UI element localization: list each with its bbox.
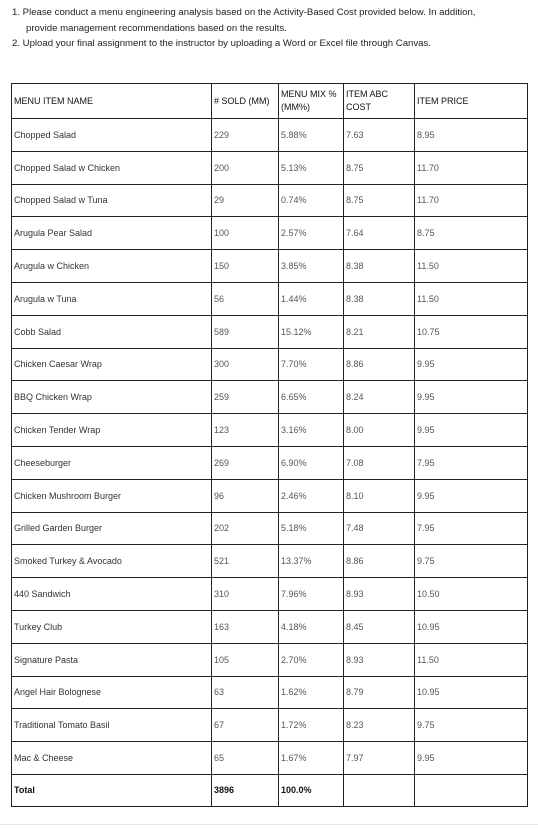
cell-item-abc-cost: 8.21 bbox=[344, 315, 415, 348]
cell-item-price: 9.95 bbox=[415, 381, 528, 414]
page-divider bbox=[0, 824, 538, 825]
cell-menu-item-name: Signature Pasta bbox=[12, 643, 212, 676]
cell-menu-mix: 1.72% bbox=[279, 709, 344, 742]
cell-item-abc-cost: 7.97 bbox=[344, 742, 415, 775]
cell-item-price: 9.95 bbox=[415, 348, 528, 381]
cell-menu-mix: 4.18% bbox=[279, 610, 344, 643]
cell-sold: 100 bbox=[212, 217, 279, 250]
table-row bbox=[12, 250, 528, 283]
cell-item-abc-cost: 8.79 bbox=[344, 676, 415, 709]
table-row bbox=[12, 709, 528, 742]
header-item-abc-cost: ITEM ABC COST bbox=[344, 84, 415, 119]
cell-menu-mix: 5.13% bbox=[279, 151, 344, 184]
cell-sold: 163 bbox=[212, 610, 279, 643]
cell-item-price: 10.75 bbox=[415, 315, 528, 348]
table-row bbox=[12, 742, 528, 775]
cell-item-price: 11.70 bbox=[415, 151, 528, 184]
cell-item-price: 10.95 bbox=[415, 610, 528, 643]
cell-menu-item-name: BBQ Chicken Wrap bbox=[12, 381, 212, 414]
table-row bbox=[12, 119, 528, 152]
cell-item-abc-cost: 8.86 bbox=[344, 545, 415, 578]
total-sold: 3896 bbox=[212, 774, 279, 806]
cell-item-price: 7.95 bbox=[415, 446, 528, 479]
cell-menu-mix: 6.90% bbox=[279, 446, 344, 479]
cell-menu-item-name: Mac & Cheese bbox=[12, 742, 212, 775]
table-row bbox=[12, 348, 528, 381]
table-row bbox=[12, 217, 528, 250]
cell-sold: 105 bbox=[212, 643, 279, 676]
table-row bbox=[12, 151, 528, 184]
cell-item-abc-cost: 8.75 bbox=[344, 151, 415, 184]
cell-menu-item-name: Chicken Mushroom Burger bbox=[12, 479, 212, 512]
cell-menu-item-name: Traditional Tomato Basil bbox=[12, 709, 212, 742]
cell-menu-mix: 2.46% bbox=[279, 479, 344, 512]
table-row bbox=[12, 381, 528, 414]
cell-menu-item-name: Chicken Tender Wrap bbox=[12, 414, 212, 447]
table-row bbox=[12, 512, 528, 545]
cell-item-abc-cost: 8.23 bbox=[344, 709, 415, 742]
cell-item-abc-cost: 8.38 bbox=[344, 250, 415, 283]
table-row bbox=[12, 315, 528, 348]
table-row bbox=[12, 643, 528, 676]
cell-menu-mix: 3.16% bbox=[279, 414, 344, 447]
cell-menu-item-name: Cobb Salad bbox=[12, 315, 212, 348]
cell-menu-item-name: Chicken Caesar Wrap bbox=[12, 348, 212, 381]
cell-menu-mix: 1.44% bbox=[279, 282, 344, 315]
header-menu-item-name: MENU ITEM NAME bbox=[12, 84, 212, 119]
cell-item-abc-cost: 8.24 bbox=[344, 381, 415, 414]
cell-sold: 123 bbox=[212, 414, 279, 447]
total-menu-item-name: Total bbox=[12, 774, 212, 806]
cell-menu-mix: 15.12% bbox=[279, 315, 344, 348]
table-row bbox=[12, 545, 528, 578]
cell-menu-item-name: Arugula w Chicken bbox=[12, 250, 212, 283]
cell-item-abc-cost: 8.86 bbox=[344, 348, 415, 381]
cell-item-price: 8.75 bbox=[415, 217, 528, 250]
cell-menu-item-name: 440 Sandwich bbox=[12, 578, 212, 611]
cell-item-price: 7.95 bbox=[415, 512, 528, 545]
cell-item-price: 9.95 bbox=[415, 414, 528, 447]
header-sold: # SOLD (MM) bbox=[212, 84, 279, 119]
cell-menu-mix: 1.67% bbox=[279, 742, 344, 775]
cell-menu-mix: 7.70% bbox=[279, 348, 344, 381]
cell-item-abc-cost: 8.93 bbox=[344, 578, 415, 611]
table-row bbox=[12, 282, 528, 315]
cell-sold: 96 bbox=[212, 479, 279, 512]
header-menu-mix: MENU MIX % (MM%) bbox=[279, 84, 344, 119]
instruction-1: 1. Please conduct a menu engineering analysis based on the Activity-Based Cost provided below. In addition, bbox=[12, 7, 476, 18]
instruction-1-continued: provide management recommendations based on the results. bbox=[26, 22, 287, 34]
cell-item-price: 11.50 bbox=[415, 250, 528, 283]
cell-sold: 310 bbox=[212, 578, 279, 611]
cell-sold: 229 bbox=[212, 119, 279, 152]
cell-item-price: 10.50 bbox=[415, 578, 528, 611]
cell-item-abc-cost: 8.00 bbox=[344, 414, 415, 447]
cell-menu-mix: 5.18% bbox=[279, 512, 344, 545]
table-row bbox=[12, 578, 528, 611]
cell-menu-item-name: Cheeseburger bbox=[12, 446, 212, 479]
total-item-price bbox=[415, 774, 528, 806]
cell-sold: 56 bbox=[212, 282, 279, 315]
total-row bbox=[12, 774, 528, 806]
header-row bbox=[12, 84, 528, 119]
cell-sold: 200 bbox=[212, 151, 279, 184]
table-row bbox=[12, 184, 528, 217]
cell-item-price: 9.75 bbox=[415, 709, 528, 742]
cell-menu-item-name: Chopped Salad bbox=[12, 119, 212, 152]
cell-menu-item-name: Chopped Salad w Tuna bbox=[12, 184, 212, 217]
cell-sold: 63 bbox=[212, 676, 279, 709]
table-row bbox=[12, 479, 528, 512]
cell-item-price: 8.95 bbox=[415, 119, 528, 152]
cell-item-abc-cost: 8.45 bbox=[344, 610, 415, 643]
cell-item-abc-cost: 8.38 bbox=[344, 282, 415, 315]
total-item-abc-cost bbox=[344, 774, 415, 806]
cell-item-price: 11.50 bbox=[415, 643, 528, 676]
cell-menu-item-name: Arugula w Tuna bbox=[12, 282, 212, 315]
cell-sold: 202 bbox=[212, 512, 279, 545]
cell-menu-item-name: Angel Hair Bolognese bbox=[12, 676, 212, 709]
cell-item-abc-cost: 7.63 bbox=[344, 119, 415, 152]
cell-item-price: 10.95 bbox=[415, 676, 528, 709]
cell-item-price: 9.95 bbox=[415, 479, 528, 512]
cell-sold: 259 bbox=[212, 381, 279, 414]
table-row bbox=[12, 610, 528, 643]
cell-menu-item-name: Smoked Turkey & Avocado bbox=[12, 545, 212, 578]
cell-sold: 300 bbox=[212, 348, 279, 381]
cell-menu-item-name: Turkey Club bbox=[12, 610, 212, 643]
assignment-instructions bbox=[12, 5, 532, 52]
cell-sold: 65 bbox=[212, 742, 279, 775]
cell-sold: 67 bbox=[212, 709, 279, 742]
cell-menu-item-name: Chopped Salad w Chicken bbox=[12, 151, 212, 184]
cell-menu-item-name: Grilled Garden Burger bbox=[12, 512, 212, 545]
cell-item-abc-cost: 7.08 bbox=[344, 446, 415, 479]
cell-menu-mix: 3.85% bbox=[279, 250, 344, 283]
cell-sold: 269 bbox=[212, 446, 279, 479]
cell-menu-item-name: Arugula Pear Salad bbox=[12, 217, 212, 250]
instruction-2: 2. Upload your final assignment to the instructor by uploading a Word or Excel file through Canvas. bbox=[12, 38, 431, 49]
total-menu-mix: 100.0% bbox=[279, 774, 344, 806]
cell-item-price: 9.75 bbox=[415, 545, 528, 578]
cell-sold: 589 bbox=[212, 315, 279, 348]
menu-engineering-table bbox=[11, 83, 528, 807]
cell-item-price: 11.70 bbox=[415, 184, 528, 217]
cell-menu-mix: 6.65% bbox=[279, 381, 344, 414]
header-item-price: ITEM PRICE bbox=[415, 84, 528, 119]
cell-menu-mix: 13.37% bbox=[279, 545, 344, 578]
cell-item-price: 9.95 bbox=[415, 742, 528, 775]
cell-item-abc-cost: 8.75 bbox=[344, 184, 415, 217]
cell-menu-mix: 1.62% bbox=[279, 676, 344, 709]
cell-sold: 29 bbox=[212, 184, 279, 217]
table-row bbox=[12, 446, 528, 479]
table-row bbox=[12, 676, 528, 709]
cell-item-price: 11.50 bbox=[415, 282, 528, 315]
cell-item-abc-cost: 8.93 bbox=[344, 643, 415, 676]
cell-menu-mix: 2.70% bbox=[279, 643, 344, 676]
cell-sold: 150 bbox=[212, 250, 279, 283]
cell-item-abc-cost: 7.64 bbox=[344, 217, 415, 250]
cell-menu-mix: 0.74% bbox=[279, 184, 344, 217]
cell-item-abc-cost: 8.10 bbox=[344, 479, 415, 512]
cell-sold: 521 bbox=[212, 545, 279, 578]
cell-menu-mix: 5.88% bbox=[279, 119, 344, 152]
cell-item-abc-cost: 7.48 bbox=[344, 512, 415, 545]
cell-menu-mix: 2.57% bbox=[279, 217, 344, 250]
table-row bbox=[12, 414, 528, 447]
cell-menu-mix: 7.96% bbox=[279, 578, 344, 611]
